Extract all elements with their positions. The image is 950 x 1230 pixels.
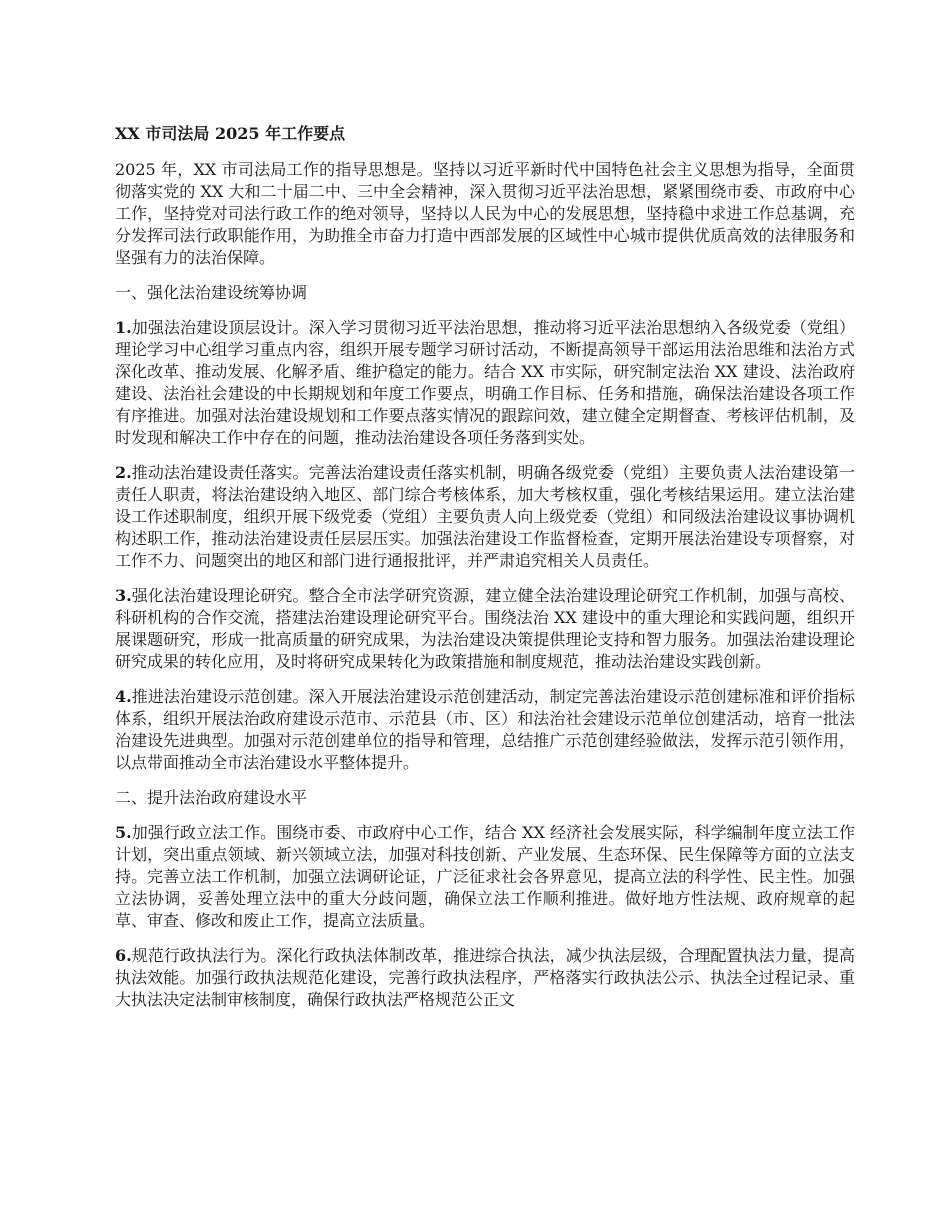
intro-paragraph: 2025 年，XX 市司法局工作的指导思想是。坚持以习近平新时代中国特色社会主义思想为指导，全面贯彻落实党的 XX 大和二十届二中、三中全会精神，深入贯彻习近平法治思想，紧紧围绕市委、市政府中心工作，坚持党对司法行政工作的绝对领导，坚持以人民为中心的发展思想，坚持稳中求进工作总基调，充分发挥司法行政职能作用，为助推全市奋力打造中西部发展的区域性中心城市提供优质高效的法律服务和坚强有力的法治保障。 [115,160,855,267]
item-number: 6. [115,946,132,965]
item-number: 4. [115,687,132,706]
item-text: 强化法治建设理论研究。整合全市法学研究资源，建立健全法治建设理论研究工作机制，加强与高校、科研机构的合作交流，搭建法治建设理论研究平台。围绕法治 XX 建设中的重大理论和实践问题，组织开展课题研究，形成一批高质量的研究成果，为法治建设决策提供理论支持和智力服务。加强法治建设理论研究成果的转化应用，及时将研究成果转化为政策措施和制度规范，推动法治建设实践创新。 [115,586,855,671]
section-heading-1: 一、强化法治建设统筹协调 [115,283,308,302]
item-paragraph-2 [115,462,855,572]
item-number: 3. [115,586,132,605]
item-text: 规范行政执法行为。深化行政执法体制改革，推进综合执法，减少执法层级，合理配置执法力量，提高执法效能。加强行政执法规范化建设，完善行政执法程序，严格落实行政执法公示、执法全过程记录、重大执法决定法制审核制度，确保行政执法严格规范公正文 [115,946,855,1009]
document-title: XX 市司法局 2025 年工作要点 [115,124,346,143]
item-paragraph-5 [115,822,855,932]
section-heading-2: 二、提升法治政府建设水平 [115,788,308,807]
item-number: 5. [115,823,132,842]
item-text: 加强行政立法工作。围绕市委、市政府中心工作，结合 XX 经济社会发展实际，科学编制年度立法工作计划，突出重点领域、新兴领域立法，加强对科技创新、产业发展、生态环保、民生保障等方面的立法支持。完善立法工作机制，加强立法调研论证，广泛征求社会各界意见，提高立法的科学性、民主性。加强立法协调，妥善处理立法中的重大分歧问题，确保立法工作顺利推进。做好地方性法规、政府规章的起草、审查、修改和废止工作，提高立法质量。 [115,823,855,930]
item-paragraph-6 [115,945,855,1011]
item-paragraph-4 [115,686,855,774]
item-number: 1. [115,318,132,337]
item-number: 2. [115,463,132,482]
item-paragraph-3 [115,585,855,673]
item-text: 推进法治建设示范创建。深入开展法治建设示范创建活动，制定完善法治建设示范创建标准和评价指标体系，组织开展法治政府建设示范市、示范县（市、区）和法治社会建设示范单位创建活动，培育一批法治建设先进典型。加强对示范创建单位的指导和管理，总结推广示范创建经验做法，发挥示范引领作用，以点带面推动全市法治建设水平整体提升。 [115,687,855,772]
item-paragraph-1 [115,317,855,449]
item-text: 加强法治建设顶层设计。深入学习贯彻习近平法治思想，推动将习近平法治思想纳入各级党委（党组）理论学习中心组学习重点内容，组织开展专题学习研讨活动，不断提高领导干部运用法治思维和法治方式深化改革、推动发展、化解矛盾、维护稳定的能力。结合 XX 市实际，研究制定法治 XX 建设、法治政府建设、法治社会建设的中长期规划和年度工作要点，明确工作目标、任务和措施，确保法治建设各项工作有序推进。加强对法治建设规划和工作要点落实情况的跟踪问效，建立健全定期督查、考核评估机制，及时发现和解决工作中存在的问题，推动法治建设各项任务落到实处。 [115,318,855,447]
item-text: 推动法治建设责任落实。完善法治建设责任落实机制，明确各级党委（党组）主要负责人法治建设第一责任人职责，将法治建设纳入地区、部门综合考核体系，加大考核权重，强化考核结果运用。建立法治建设工作述职制度，组织开展下级党委（党组）主要负责人向上级党委（党组）和同级法治建设议事协调机构述职工作，推动法治建设责任层层压实。加强法治建设工作监督检查，定期开展法治建设专项督察，对工作不力、问题突出的地区和部门进行通报批评，并严肃追究相关人员责任。 [115,463,855,570]
